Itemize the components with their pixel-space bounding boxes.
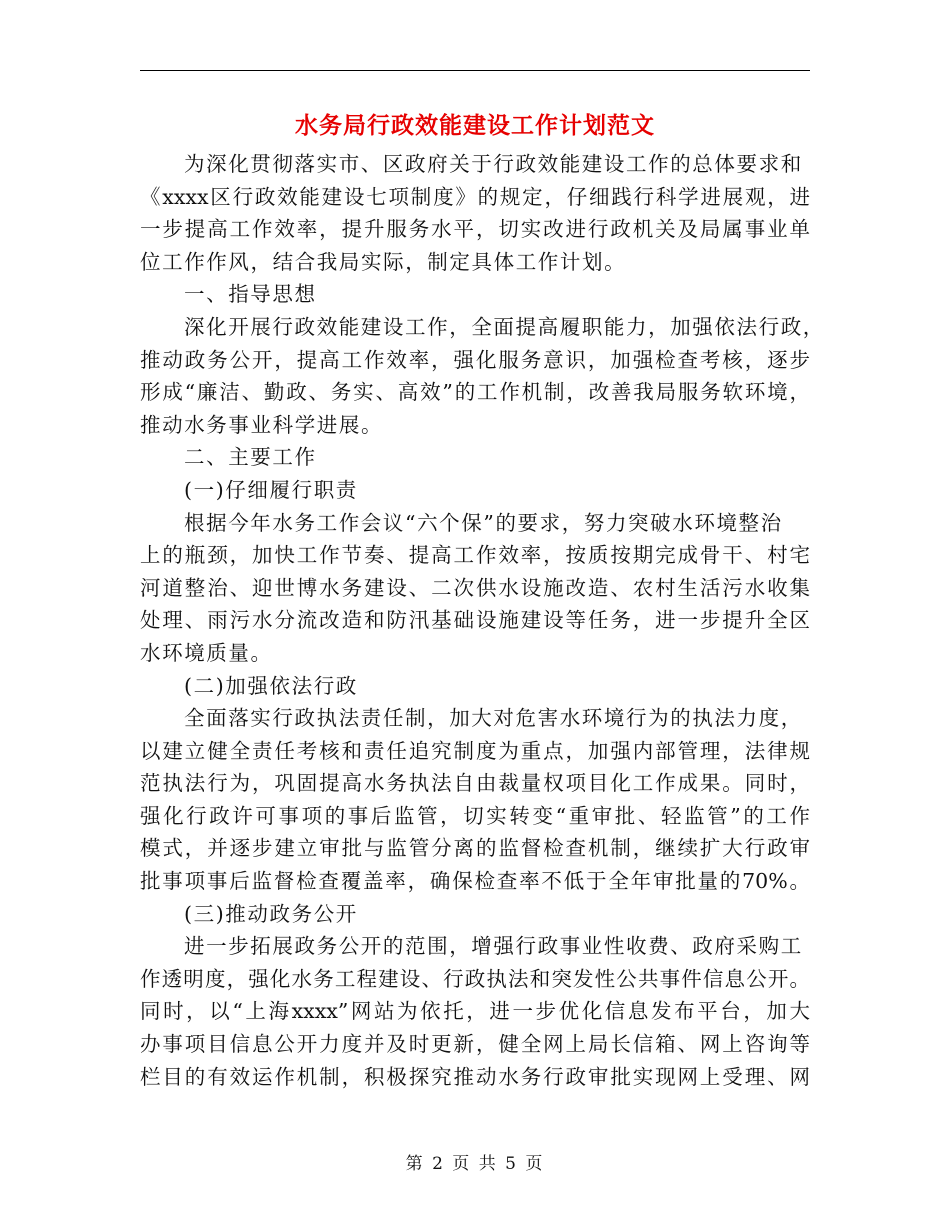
paragraph-line: 同时，以“上海xxxx”网站为依托，进一步优化信息发布平台，加大 <box>140 999 810 1024</box>
section-heading: 一、指导思想 <box>184 282 317 307</box>
subsection-heading: (一)仔细履行职责 <box>184 477 358 502</box>
paragraph-line: 模式，并逐步建立审批与监管分离的监督检查机制，继续扩大行政审 <box>140 836 810 861</box>
paragraph-line: 《xxxx区行政效能建设七项制度》的规定，仔细践行科学进展观，进 <box>140 184 810 209</box>
paragraph-line: 处理、雨污水分流改造和防汛基础设施建设等任务，进一步提升全区 <box>140 608 810 633</box>
paragraph-line: 强化行政许可事项的事后监管，切实转变“重审批、轻监管”的工作 <box>140 803 810 828</box>
paragraph-line: 推动水务事业科学进展。 <box>140 412 384 437</box>
paragraph-line: 全面落实行政执法责任制，加大对危害水环境行为的执法力度， <box>184 706 803 731</box>
paragraph-line: 形成“廉洁、勤政、务实、高效”的工作机制，改善我局服务软环境， <box>140 380 810 405</box>
paragraph-line: 以建立健全责任考核和责任追究制度为重点，加强内部管理，法律规 <box>140 738 810 763</box>
paragraph-line: 为深化贯彻落实市、区政府关于行政效能建设工作的总体要求和 <box>184 152 803 176</box>
section-heading: 二、主要工作 <box>184 445 317 470</box>
paragraph-line: 位工作作风，结合我局实际，制定具体工作计划。 <box>140 249 627 274</box>
paragraph-line: 上的瓶颈，加快工作节奏、提高工作效率，按质按期完成骨干、村宅 <box>140 543 810 568</box>
document-title: 水务局行政效能建设工作计划范文 <box>295 112 655 139</box>
document-body <box>140 148 825 1093</box>
paragraph-line: 批事项事后监督检查覆盖率，确保检查率不低于全年审批量的70%。 <box>140 869 810 894</box>
paragraph-line: 根据今年水务工作会议“六个保”的要求，努力突破水环境整治 <box>184 510 783 535</box>
paragraph-line: 范执法行为，巩固提高水务执法自由裁量权项目化工作成果。同时， <box>140 771 810 796</box>
header-rule <box>140 70 810 71</box>
paragraph-line: 推动政务公开，提高工作效率，强化服务意识，加强检查考核，逐步 <box>140 347 810 372</box>
paragraph-line: 水环境质量。 <box>140 640 273 665</box>
subsection-heading: (三)推动政务公开 <box>184 901 358 926</box>
paragraph-line: 河道整治、迎世博水务建设、二次供水设施改造、农村生活污水收集 <box>140 575 810 600</box>
paragraph-line: 一步提高工作效率，提升服务水平，切实改进行政机关及局属事业单 <box>140 217 810 242</box>
page-number-footer: 第 2 页 共 5 页 <box>405 1154 545 1174</box>
paragraph-line: 作透明度，强化水务工程建设、行政执法和突发性公共事件信息公开。 <box>140 966 810 991</box>
subsection-heading: (二)加强依法行政 <box>184 673 358 698</box>
paragraph-line: 栏目的有效运作机制，积极探究推动水务行政审批实现网上受理、网 <box>140 1064 810 1089</box>
paragraph-line: 办事项目信息公开力度并及时更新，健全网上局长信箱、网上咨询等 <box>140 1032 810 1057</box>
paragraph-line: 深化开展行政效能建设工作，全面提高履职能力，加强依法行政， <box>184 314 825 339</box>
paragraph-line: 进一步拓展政务公开的范围，增强行政事业性收费、政府采购工 <box>184 934 803 959</box>
